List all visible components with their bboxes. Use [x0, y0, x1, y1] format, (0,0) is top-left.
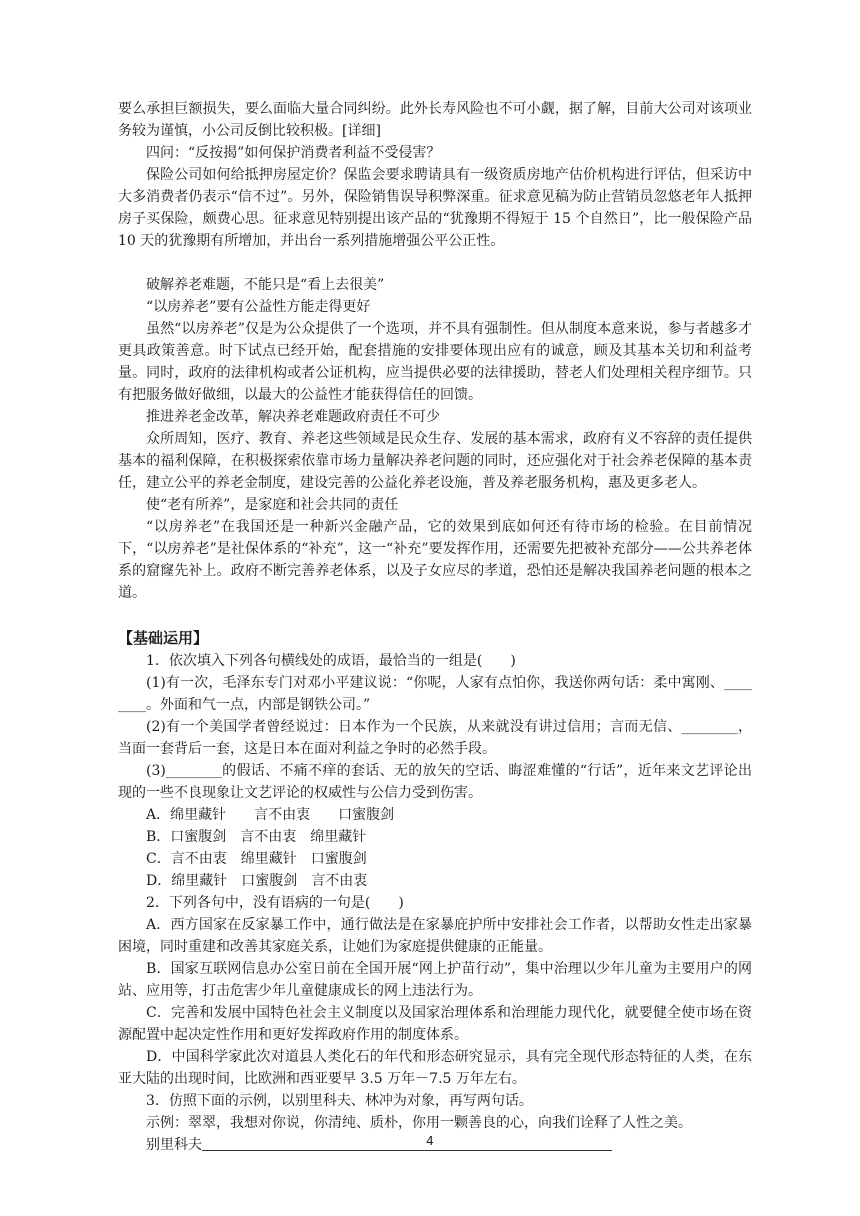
question-1-stem: 1．依次填入下列各句横线处的成语，最恰当的一组是( )	[146, 653, 516, 669]
question-3-stem: 3．仿照下面的示例，以别里科夫、林冲为对象，再写两句话。	[146, 1093, 533, 1109]
paragraph-question-four: 四问：“反按揭”如何保护消费者利益不受侵害？	[146, 145, 441, 161]
spacer	[118, 604, 752, 626]
question-2-option-d: D．中国科学家此次对道县人类化石的年代和形态研究显示，具有完全现代形态特征的人类，在东亚大陆的出现时间，比欧洲和西亚要早 3.5 万年－7.5 万年左右。	[118, 1049, 752, 1087]
question-2-stem: 2．下列各句中，没有语病的一句是( )	[146, 895, 404, 911]
paragraph-public-welfare: 虽然“以房养老”仅是为公众提供了一个选项，并不具有强制性。但从制度本意来说，参与者越多才更具政策善意。时下试点已经开始，配套措施的安排要体现出应有的诚意，顾及其基本关切和利益考量。同时，政府的法律机构或者公证机构，应当提供必要的法律援助，替老人们处理相关程序细节。只有把服务做好做细，以最大的公益性才能获得信任的回馈。	[118, 321, 752, 403]
question-1-option-c: C．言不由衷 绵里藏针 口蜜腹剑	[146, 851, 367, 867]
subheading-public-welfare: “以房养老”要有公益性方能走得更好	[146, 299, 371, 315]
question-1-option-b: B．口蜜腹剑 言不由衷 绵里藏针	[146, 829, 367, 845]
paragraph-family-society: “以房养老”在我国还是一种新兴金融产品，它的效果到底如何还有待市场的检验。在目前情况下，“以房养老”是社保体系的“补充”，这一“补充”要发挥作用，还需要先把被补充部分——公共养老体系的窟窿先补上。政府不断完善养老体系，以及子女应尽的孝道，恐怕还是解决我国养老问题的根本之道。	[118, 519, 752, 601]
section-title: 【基础运用】	[118, 629, 209, 647]
paragraph-pricing: 保险公司如何给抵押房屋定价？保监会要求聘请具有一级资质房地产估价机构进行评估，但采访中大多消费者仍表示“信不过”。另外，保险销售误导积弊深重。征求意见稿为防止营销员忽悠老年人抵押房子买保险，颇费心思。征求意见特别提出该产品的“犹豫期不得短于 15 个自然日”，比一般保险产品 10 天的犹豫期有所增加，并出台一系列措施增强公平公正性。	[118, 167, 752, 249]
question-3-example: 示例：翠翠，我想对你说，你清纯、质朴，你用一颗善良的心，向我们诠释了人性之美。	[146, 1115, 692, 1131]
question-2-option-c: C．完善和发展中国特色社会主义制度以及国家治理体系和治理能力现代化，就要健全使市场在资源配置中起决定性作用和更好发挥政府作用的制度体系。	[118, 1005, 752, 1043]
page-content	[118, 98, 752, 1156]
answer-prefix: 别里科夫	[146, 1137, 202, 1153]
question-1-sentence-3: (3)________的假话、不痛不痒的套话、无的放矢的空话、晦涩难懂的“行话”，近年来文艺评论出现的一些不良现象让文艺评论的权威性与公信力受到伤害。	[118, 763, 752, 801]
page-number: 4	[426, 1134, 434, 1148]
question-1-sentence-1: (1)有一次，毛泽东专门对邓小平建议说：“你呢，人家有点怕你，我送你两句话：柔中寓刚、________。外面和气一点，内部是钢铁公司。”	[118, 675, 752, 713]
question-1-option-a: A．绵里藏针 言不由衷 口蜜腹剑	[146, 807, 395, 823]
subheading-family-society: 使“老有所养”，是家庭和社会共同的责任	[146, 497, 399, 513]
paragraph-government-responsibility: 众所周知，医疗、教育、养老这些领域是民众生存、发展的基本需求，政府有义不容辞的责任提供基本的福利保障，在积极探索依靠市场力量解决养老问题的同时，还应强化对于社会养老保障的基本责任，建立公平的养老金制度，建设完善的公益化养老设施，普及养老服务机构，惠及更多老人。	[118, 431, 752, 491]
question-2-option-a: A．西方国家在反家暴工作中，通行做法是在家暴庇护所中安排社会工作者，以帮助女性走出家暴困境，同时重建和改善其家庭关系，让她们为家庭提供健康的正能量。	[118, 917, 752, 955]
spacer	[118, 252, 752, 274]
question-1-option-d: D．绵里藏针 口蜜腹剑 言不由衷	[146, 873, 368, 889]
subheading-government-responsibility: 推进养老金改革，解决养老难题政府责任不可少	[146, 409, 440, 425]
paragraph-continuation: 要么承担巨额损失，要么面临大量合同纠纷。此外长寿风险也不可小觑，据了解，目前大公司对该项业务较为谨慎，小公司反倒比较积极。[详细]	[118, 101, 752, 139]
subheading-not-only-beautiful: 破解养老难题，不能只是“看上去很美”	[146, 277, 385, 293]
question-2-option-b: B．国家互联网信息办公室日前在全国开展“网上护苗行动”，集中治理以少年儿童为主要用户的网站、应用等，打击危害少年儿童健康成长的网上违法行为。	[118, 961, 752, 999]
question-1-sentence-2: (2)有一个美国学者曾经说过：日本作为一个民族，从来就没有讲过信用；言而无信、________，当面一套背后一套，这是日本在面对利益之争时的必然手段。	[118, 719, 752, 757]
